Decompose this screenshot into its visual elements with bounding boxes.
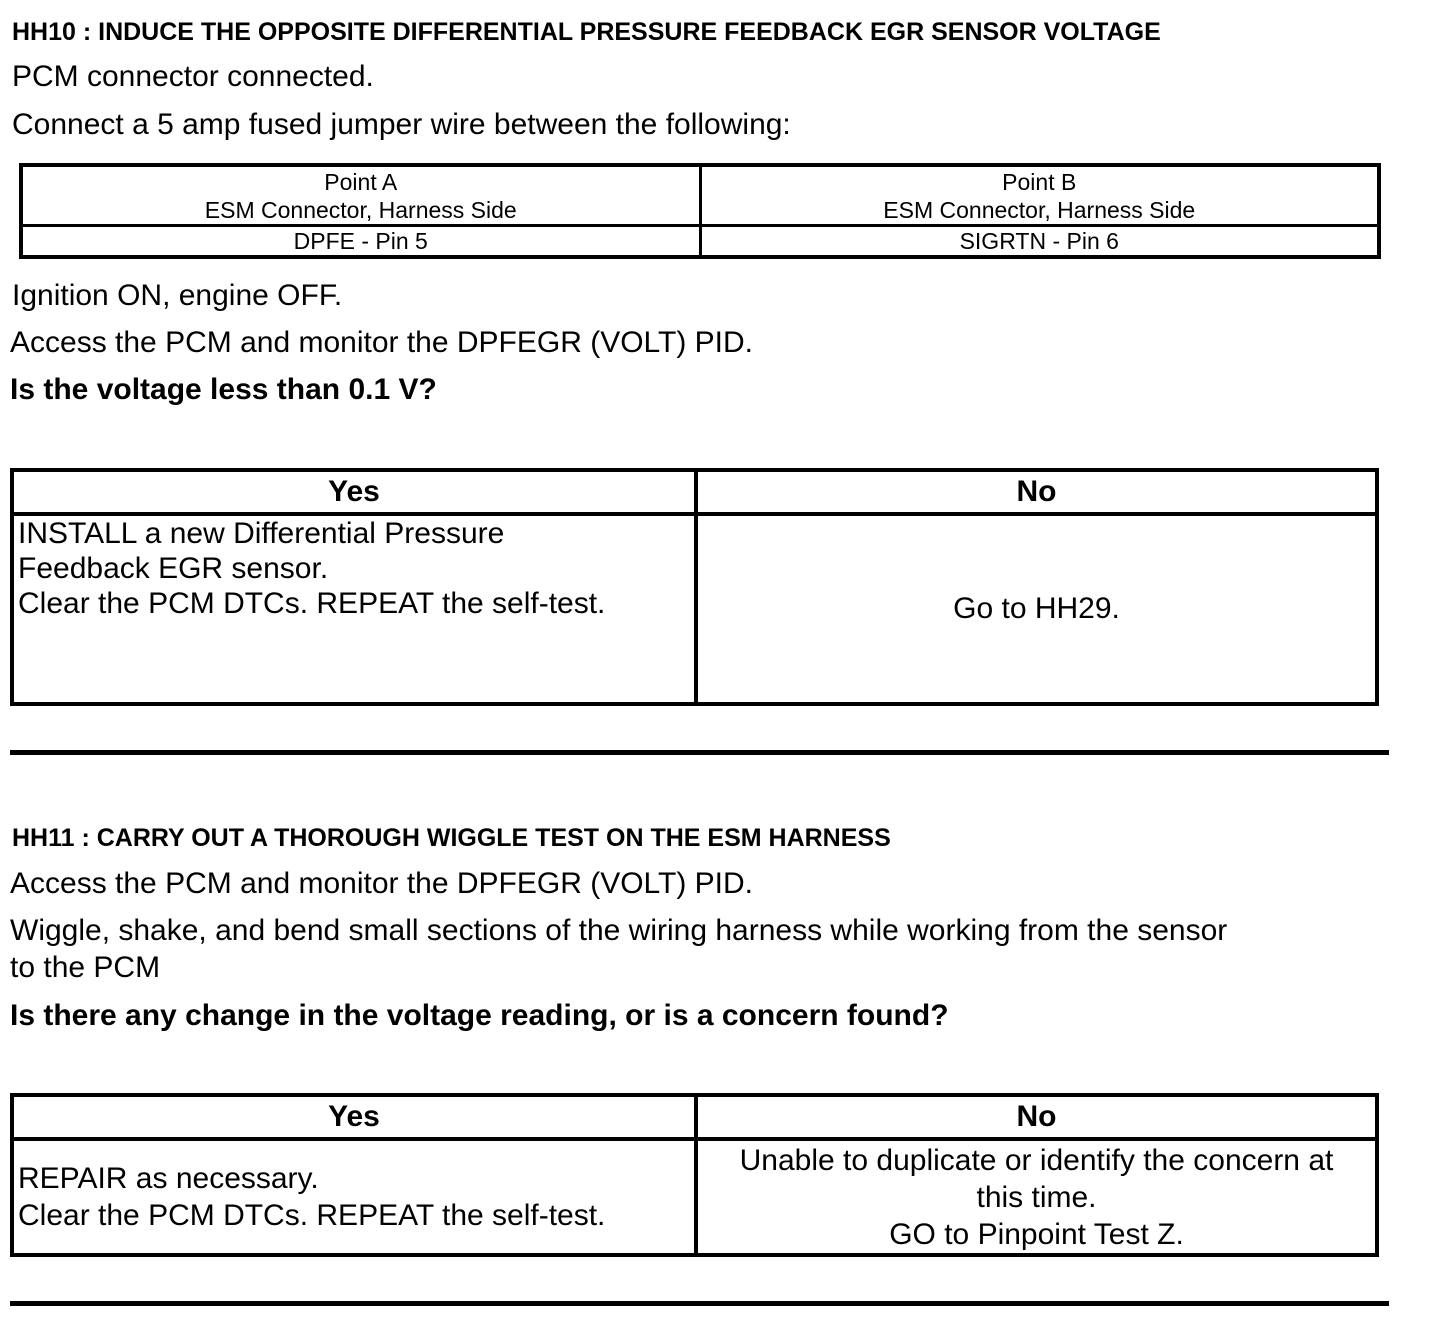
hh10-step-connector: PCM connector connected.: [12, 60, 374, 93]
point-b-subtitle: ESM Connector, Harness Side: [883, 196, 1196, 223]
section-divider: [10, 750, 1389, 755]
hh11-no-line: this time.: [976, 1180, 1097, 1214]
hh11-yes-action: [12, 1139, 696, 1255]
point-a-subtitle: ESM Connector, Harness Side: [204, 196, 517, 223]
hh11-yes-line: Clear the PCM DTCs. REPEAT the self-test.: [18, 1199, 606, 1232]
hh10-question: Is the voltage less than 0.1 V?: [10, 373, 437, 406]
hh10-step-ignition: Ignition ON, engine OFF.: [12, 279, 343, 312]
hh11-no-line: Unable to duplicate or identify the concern at: [739, 1143, 1334, 1177]
hh10-result-table: [10, 468, 1379, 706]
hh11-result-table: [10, 1093, 1379, 1257]
point-b-title: Point B: [1002, 168, 1077, 195]
hh11-step-wiggle-line2: to the PCM: [10, 951, 161, 984]
hh11-question: Is there any change in the voltage reading, or is a concern found?: [10, 999, 949, 1032]
hh10-yes-header: Yes: [12, 470, 696, 514]
hh11-no-header: No: [696, 1095, 1377, 1139]
hh11-no-line: GO to Pinpoint Test Z.: [889, 1217, 1184, 1251]
hh11-step-monitor: Access the PCM and monitor the DPFEGR (VOLT) PID.: [10, 867, 753, 900]
point-b-header: [700, 165, 1379, 226]
hh10-heading: HH10 : INDUCE THE OPPOSITE DIFFERENTIAL PRESSURE FEEDBACK EGR SENSOR VOLTAGE: [12, 18, 1161, 46]
hh10-yes-line: INSTALL a new Differential Pressure: [18, 517, 505, 550]
hh10-no-action: Go to HH29.: [696, 514, 1377, 704]
section-divider: [10, 1301, 1389, 1306]
hh10-no-header: No: [696, 470, 1377, 514]
hh10-yes-line: Feedback EGR sensor.: [18, 552, 329, 585]
hh11-yes-header: Yes: [12, 1095, 696, 1139]
hh11-heading: HH11 : CARRY OUT A THOROUGH WIGGLE TEST ON THE ESM HARNESS: [12, 824, 891, 852]
point-a-value: DPFE - Pin 5: [21, 226, 700, 258]
hh11-step-wiggle-line1: Wiggle, shake, and bend small sections of the wiring harness while working from the sensor: [10, 914, 1228, 947]
point-b-value: SIGRTN - Pin 6: [700, 226, 1379, 258]
hh11-yes-line: REPAIR as necessary.: [18, 1162, 319, 1195]
hh11-no-action: [696, 1139, 1377, 1255]
point-a-header: [21, 165, 700, 226]
hh10-yes-line: Clear the PCM DTCs. REPEAT the self-test.: [18, 587, 606, 620]
point-a-title: Point A: [324, 168, 398, 195]
hh10-step-monitor: Access the PCM and monitor the DPFEGR (VOLT) PID.: [10, 326, 753, 359]
hh10-yes-action: [12, 514, 696, 704]
jumper-table: [19, 163, 1381, 259]
hh10-step-jumper: Connect a 5 amp fused jumper wire between the following:: [12, 108, 791, 141]
